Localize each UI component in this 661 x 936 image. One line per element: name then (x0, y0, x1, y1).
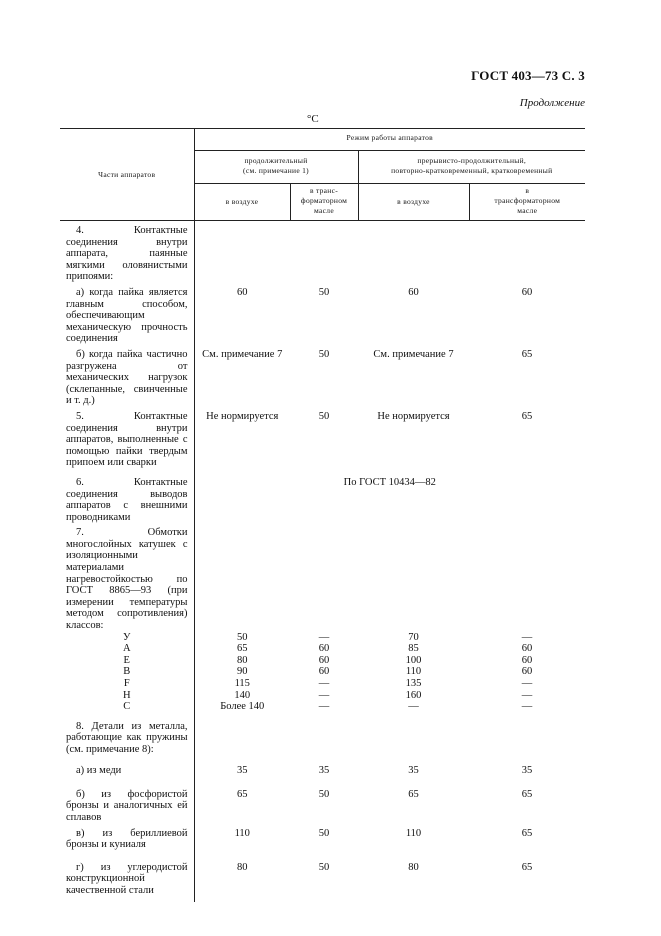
class-label: В (60, 666, 194, 678)
table-row (60, 713, 585, 761)
cell: 35 (408, 764, 419, 776)
cell: 50 (318, 861, 330, 873)
cell: 50 (318, 348, 330, 360)
cell: — (521, 678, 533, 689)
col-header-parts: Части аппаратов (60, 129, 194, 221)
cell: 60 (521, 286, 533, 298)
cell: 140 (234, 689, 251, 701)
in-air-1: в воздухе (194, 184, 290, 221)
cell: 70 (408, 631, 419, 643)
row-label: в) из бериллиевой бронзы и куниаля (60, 824, 194, 858)
cell: 60 (408, 286, 419, 298)
class-row (60, 690, 585, 702)
class-row (60, 655, 585, 667)
cell: 80 (237, 654, 248, 666)
in-oil-1: в транс- форматорном масле (290, 184, 358, 221)
cell (194, 221, 290, 283)
table-row (60, 761, 585, 785)
table-row (60, 473, 585, 523)
row-label: а) когда пайка является главным способом, обеспечивающим механическую прочность соединения (60, 283, 194, 345)
cell: 110 (405, 827, 422, 839)
cell: 135 (405, 678, 422, 689)
cell (290, 221, 358, 283)
cell: 60 (521, 666, 533, 678)
cell: См. примечание 7 (373, 348, 454, 360)
mode-header: Режим работы аппаратов (194, 129, 585, 151)
cell: — (521, 689, 533, 701)
cell: Не нормируется (377, 410, 450, 422)
cell: — (318, 678, 330, 689)
row-label: а) из меди (60, 761, 194, 785)
temperature-table (60, 128, 585, 902)
cell: 85 (408, 643, 419, 655)
cell: 115 (234, 678, 250, 689)
cell: 50 (318, 410, 330, 422)
row-label: г) из углеродистой конструкционной качественной стали (60, 858, 194, 902)
cell: — (408, 701, 419, 713)
class-row (60, 643, 585, 655)
cell: 60 (521, 643, 533, 655)
cell: 60 (318, 654, 330, 666)
cell: 50 (318, 827, 330, 839)
table-row (60, 785, 585, 824)
span-cell: По ГОСТ 10434—82 (343, 476, 436, 488)
cell: 60 (237, 286, 248, 298)
cell: 90 (237, 666, 248, 678)
cell: 65 (521, 410, 533, 422)
row-label: 6. Контактные соединения выводов аппаратов с внешними проводниками (60, 473, 194, 523)
table-row (60, 283, 585, 345)
cell: 160 (405, 689, 422, 701)
cell: 65 (521, 861, 533, 873)
class-row (60, 678, 585, 690)
row-label: 7. Обмотки многослойных катушек с изоляционными материалами нагревостойкостью по ГОСТ 8865—93 (при измерении температуры методом сопротивления) классов: (60, 523, 194, 631)
table-row (60, 523, 585, 631)
unit-label: °C (307, 113, 319, 125)
row-label: б) когда пайка частично разгружена от механических нагрузок (склепанные, свинченные и т. д.) (60, 345, 194, 407)
continuation-label: Продолжение (519, 97, 585, 109)
cell: 35 (237, 764, 248, 776)
table-row (60, 345, 585, 407)
cell: 65 (237, 788, 248, 800)
mode-intermittent: прерывисто-продолжительный, повторно-кратковременный, кратковременный (358, 151, 585, 184)
cell: 50 (318, 788, 330, 800)
page-header: ГОСТ 403—73 С. 3 (471, 68, 585, 83)
class-row (60, 666, 585, 678)
cell: 60 (318, 643, 330, 655)
in-air-2: в воздухе (358, 184, 469, 221)
cell: Не нормируется (206, 410, 279, 422)
cell: — (521, 701, 533, 713)
class-label: А (60, 643, 194, 655)
cell: 80 (237, 861, 248, 873)
cell (358, 221, 469, 283)
row-label: б) из фосфористой бронзы и аналогичных ей сплавов (60, 785, 194, 824)
cell: 100 (405, 654, 422, 666)
table-row (60, 824, 585, 858)
table-row (60, 858, 585, 902)
row-label: 4. Контактные соединения внутри аппарата, паянные мягкими оловянистыми припоями: (60, 221, 194, 283)
cell: 65 (237, 643, 248, 655)
class-label: У (60, 632, 194, 644)
class-label: Е (60, 655, 194, 667)
cell: Более 140 (220, 701, 265, 713)
cell: — (318, 701, 330, 713)
cell: 35 (521, 764, 533, 776)
cell: 110 (405, 666, 422, 678)
cell: 35 (318, 764, 330, 776)
row-label: 5. Контактные соединения внутри аппаратов, выполненные с помощью пайки твердым припоем или сварки (60, 407, 194, 473)
cell: 65 (408, 788, 419, 800)
cell: 60 (521, 654, 533, 666)
cell: — (521, 631, 533, 643)
row-label: 8. Детали из металла, работающие как пружины (см. примечание 8): (60, 713, 194, 761)
cell: 65 (521, 788, 533, 800)
cell: — (318, 631, 330, 643)
cell: 80 (408, 861, 419, 873)
cell: 50 (318, 286, 330, 298)
cell: 50 (237, 631, 248, 643)
cell: 60 (318, 666, 330, 678)
cell: — (318, 689, 330, 701)
table-row (60, 221, 585, 283)
class-row (60, 701, 585, 713)
class-row (60, 632, 585, 644)
class-label: С (60, 701, 194, 713)
class-label: F (60, 678, 194, 690)
cell: См. примечание 7 (202, 348, 283, 360)
cell: 110 (234, 827, 250, 839)
cell: 65 (521, 827, 533, 839)
cell: 65 (521, 348, 533, 360)
mode-long: продолжительный (см. примечание 1) (194, 151, 358, 184)
cell (469, 221, 585, 283)
class-label: Н (60, 690, 194, 702)
in-oil-2: в трансформаторном масле (469, 184, 585, 221)
table-row (60, 407, 585, 473)
